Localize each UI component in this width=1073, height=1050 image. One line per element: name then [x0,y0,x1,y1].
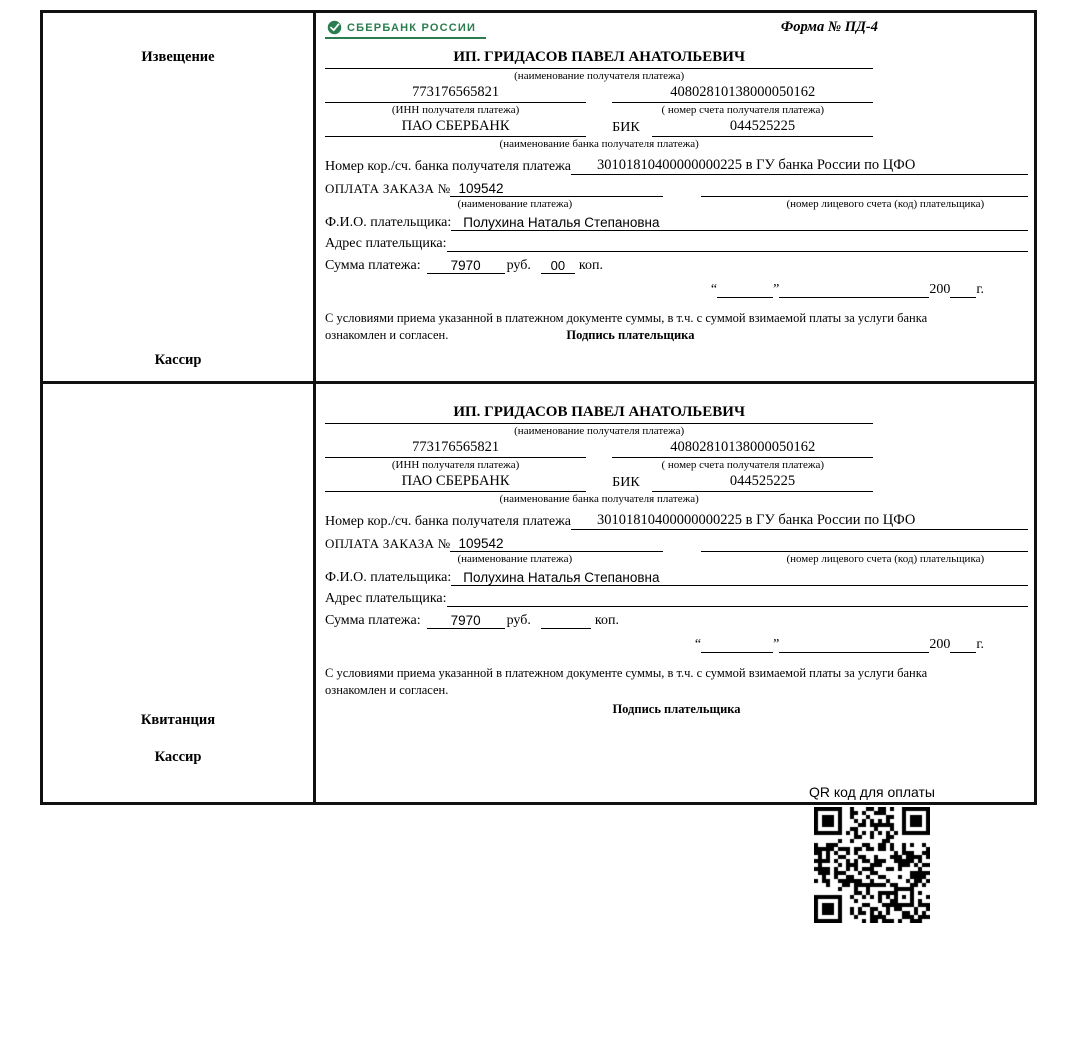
rub-label: руб. [506,613,531,628]
signature-label: Подпись плательщика [612,702,741,716]
payee-block [325,404,873,507]
payer-name-value: Полухина Наталья Степановна [451,570,1028,586]
receipt-form [316,384,1034,802]
qr-code [814,807,930,923]
inn-caption: (ИНН получателя платежа) [391,459,520,471]
date-line [325,637,984,653]
payee-name: ИП. ГРИДАСОВ ПАВЕЛ АНАТОЛЬЕВИЧ [325,404,873,424]
year-blank [950,652,976,653]
date-month-blank [779,297,929,298]
bank-name: ПАО СБЕРБАНК [325,118,586,137]
agreement-line1: С условиями приема указанной в платежном документе суммы, в т.ч. с суммой взимаемой платы за услуги банка [325,311,928,325]
account-caption: ( номер счета получателя платежа) [661,459,824,471]
kop-label: коп. [594,613,619,628]
corr-label: Номер кор./сч. банка получателя платежа [325,514,571,529]
agreement-text [325,310,1028,343]
kop-label: коп. [578,258,603,273]
personal-account-caption: (номер лицевого счета (код) плательщика) [786,553,985,565]
bank-caption: (наименование банка получателя платежа) [499,138,699,150]
payer-name-label: Ф.И.О. плательщика: [325,215,452,230]
sum-kop-value: 00 [541,258,575,274]
receipt-section [43,381,1034,802]
qr-section [793,784,951,928]
sum-label: Сумма платежа: [325,258,421,273]
corr-value: 30101810400000000225 в ГУ банка России по ЦФО [571,157,1028,175]
bik-label: БИК [612,120,640,135]
corr-label: Номер кор./сч. банка получателя платежа [325,159,571,174]
date-close-quote: ” [773,282,780,297]
sberbank-logo [325,19,486,39]
payment-name-caption: (наименование платежа) [457,198,573,210]
notice-section [43,13,1034,381]
notice-form [316,13,1034,381]
rub-label: руб. [506,258,531,273]
bik-value: 044525225 [652,118,874,137]
receipt-stub [43,384,316,802]
date-line [325,282,984,298]
payer-address-row [325,236,1028,252]
payer-name-label: Ф.И.О. плательщика: [325,570,452,585]
payer-address-row [325,591,1028,607]
year-suffix: г. [976,282,984,297]
notice-stub [43,13,316,381]
form-number: Форма № ПД-4 [780,19,878,35]
agreement-text [325,665,1028,698]
payee-name: ИП. ГРИДАСОВ ПАВЕЛ АНАТОЛЬЕВИЧ [325,49,873,69]
payee-name-caption: (наименование получателя платежа) [514,70,685,82]
date-open-quote: “ [710,282,718,297]
payment-name-caption: (наименование платежа) [457,553,573,565]
payment-sum-row [325,258,1028,274]
payment-purpose-row [325,536,1028,552]
sum-rub-value: 7970 [427,613,505,629]
signature-label: Подпись плательщика [566,327,695,342]
payment-purpose-label: ОПЛАТА ЗАКАЗА № [325,536,451,551]
payment-sum-row [325,613,1028,629]
payer-name-value: Полухина Наталья Степановна [451,215,1028,231]
year-prefix: 200 [929,637,951,652]
sum-rub-value: 7970 [427,258,505,274]
purpose-captions [325,197,1028,212]
agreement-line2: ознакомлен и согласен. [325,682,449,697]
payer-name-row [325,215,1028,231]
corr-account-row [325,512,1028,530]
payment-purpose-row [325,181,1028,197]
form-header [325,19,1028,47]
cashier-label: Кассир [154,352,202,368]
receipt-title: Квитанция [140,712,216,728]
personal-account-caption: (номер лицевого счета (код) плательщика) [786,198,985,210]
date-close-quote: ” [773,637,780,652]
pd4-document [40,10,1037,805]
date-day-blank [717,297,773,298]
payer-address-value [447,251,1028,252]
year-prefix: 200 [929,282,951,297]
payee-inn: 773176565821 [325,84,586,103]
order-number: 109542 [450,181,663,197]
payee-inn: 773176565821 [325,439,586,458]
date-month-blank [779,652,929,653]
payee-account: 40802810138000050162 [612,84,873,103]
order-number: 109542 [450,536,663,552]
qr-caption: QR код для оплаты [808,784,935,800]
payer-address-label: Адрес плательщика: [325,591,447,606]
payment-purpose-label: ОПЛАТА ЗАКАЗА № [325,181,451,196]
date-day-blank [701,652,773,653]
bank-name: ПАО СБЕРБАНК [325,473,586,492]
bik-value: 044525225 [652,473,874,492]
sum-label: Сумма платежа: [325,613,421,628]
agreement-line2: ознакомлен и согласен. [325,327,449,342]
bank-caption: (наименование банка получателя платежа) [499,493,699,505]
year-suffix: г. [976,637,984,652]
payer-address-label: Адрес плательщика: [325,236,447,251]
cashier-label: Кассир [154,749,202,765]
inn-caption: (ИНН получателя платежа) [391,104,520,116]
bank-logo-text: СБЕРБАНК РОССИИ [347,21,477,34]
date-open-quote: “ [694,637,702,652]
account-caption: ( номер счета получателя платежа) [661,104,824,116]
sberbank-emblem-icon [327,20,342,35]
payee-account: 40802810138000050162 [612,439,873,458]
notice-title: Извещение [141,49,215,65]
payer-name-row [325,570,1028,586]
bik-label: БИК [612,475,640,490]
payee-name-caption: (наименование получателя платежа) [514,425,685,437]
payee-block [325,49,873,152]
agreement-line1: С условиями приема указанной в платежном документе суммы, в т.ч. с суммой взимаемой платы за услуги банка [325,666,928,680]
corr-value: 30101810400000000225 в ГУ банка России по ЦФО [571,512,1028,530]
purpose-captions [325,552,1028,567]
corr-account-row [325,157,1028,175]
sum-kop-value [541,628,591,629]
payer-address-value [447,606,1028,607]
year-blank [950,297,976,298]
